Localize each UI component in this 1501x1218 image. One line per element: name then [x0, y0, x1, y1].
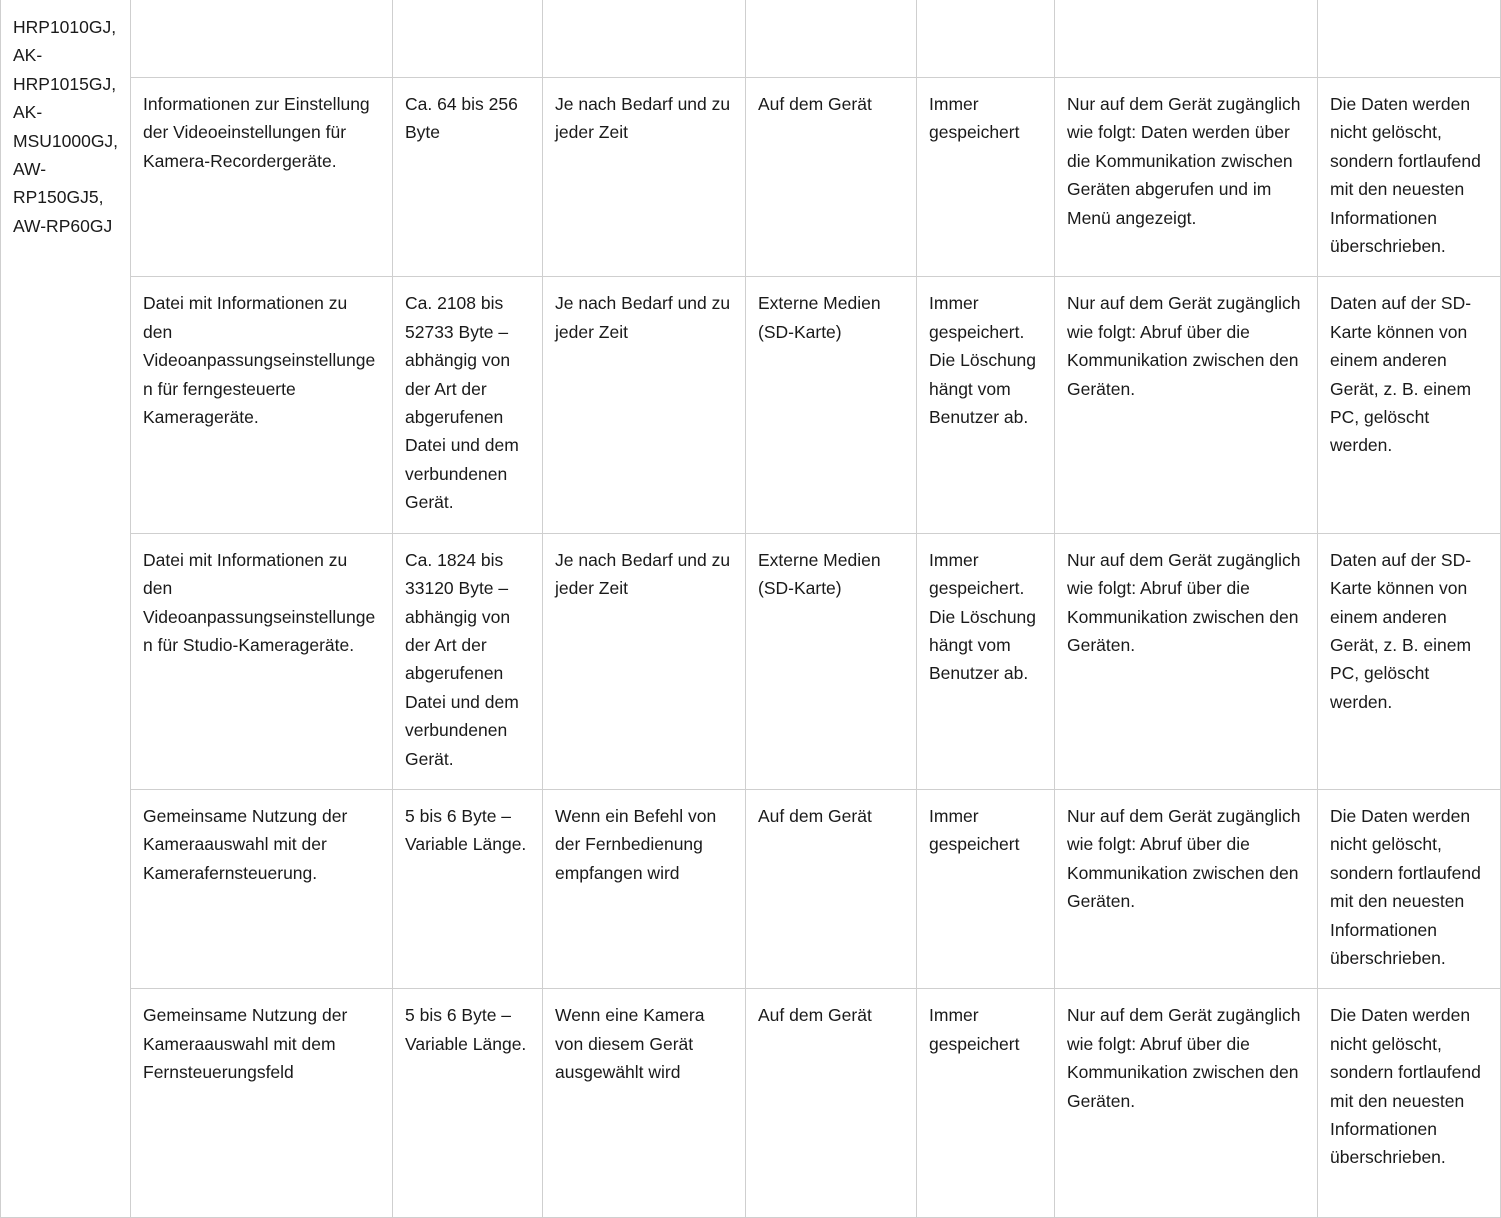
cell-access: Nur auf dem Gerät zugänglich wie folgt: Abruf über die Kommunikation zwischen den Geräten.: [1055, 533, 1318, 789]
cell-access: Nur auf dem Gerät zugänglich wie folgt: Abruf über die Kommunikation zwischen den Geräten.: [1055, 789, 1318, 988]
model-line: HRP1015GJ,: [13, 73, 117, 94]
table-row-previous: [1, 0, 1501, 78]
table-row: [1, 789, 1501, 988]
cell-location: Externe Medien (SD-Karte): [746, 277, 917, 533]
table-row: [1, 533, 1501, 789]
cell-description: Gemeinsame Nutzung der Kameraauswahl mit der Kamerafernsteuerung.: [131, 789, 393, 988]
cell-deletion: Daten auf der SD-Karte können von einem anderen Gerät, z. B. einem PC, gelöscht werden.: [1318, 277, 1501, 533]
model-line: AK-: [13, 102, 43, 123]
model-line: AW-RP60GJ: [13, 215, 113, 236]
cell-size: Ca. 1824 bis 33120 Byte – abhängig von der Art der abgerufenen Datei und dem verbundenen Gerät.: [393, 533, 543, 789]
cell-size: [393, 0, 543, 78]
model-line: HRP1010GJ,: [13, 17, 117, 37]
cell-size: Ca. 2108 bis 52733 Byte – abhängig von der Art der abgerufenen Datei und dem verbundenen Gerät.: [393, 277, 543, 533]
cell-description: Datei mit Informationen zu den Videoanpassungseinstellungen für ferngesteuerte Kamerageräte.: [131, 277, 393, 533]
cell-timing: [543, 0, 746, 78]
model-line: MSU1000GJ,: [13, 130, 119, 151]
cell-deletion: [1318, 0, 1501, 78]
cell-description: Datei mit Informationen zu den Videoanpassungseinstellungen für Studio-Kamerageräte.: [131, 533, 393, 789]
cell-deletion: Die Daten werden nicht gelöscht, sondern fortlaufend mit den neuesten Informationen überschrieben.: [1318, 989, 1501, 1218]
cell-access: [1055, 0, 1318, 78]
cell-retention: Immer gespeichert: [917, 789, 1055, 988]
cell-size: Ca. 64 bis 256 Byte: [393, 78, 543, 277]
cell-access: Nur auf dem Gerät zugänglich wie folgt: Abruf über die Kommunikation zwischen den Geräten.: [1055, 277, 1318, 533]
cell-retention: Immer gespeichert: [917, 78, 1055, 277]
cell-timing: Je nach Bedarf und zu jeder Zeit: [543, 533, 746, 789]
cell-retention: Immer gespeichert. Die Löschung hängt vom Benutzer ab.: [917, 277, 1055, 533]
table-row: [1, 989, 1501, 1218]
model-line: AK-: [13, 45, 43, 66]
cell-location: Auf dem Gerät: [746, 789, 917, 988]
cell-description: Informationen zur Einstellung der Videoeinstellungen für Kamera-Recordergeräte.: [131, 78, 393, 277]
cell-timing: Je nach Bedarf und zu jeder Zeit: [543, 78, 746, 277]
cell-size: 5 bis 6 Byte – Variable Länge.: [393, 789, 543, 988]
model-line: AW-: [13, 159, 47, 180]
cell-retention: Immer gespeichert: [917, 989, 1055, 1218]
cell-description: Gemeinsame Nutzung der Kameraauswahl mit dem Fernsteuerungsfeld: [131, 989, 393, 1218]
model-line: RP150GJ5,: [13, 187, 104, 208]
cell-size: 5 bis 6 Byte – Variable Länge.: [393, 989, 543, 1218]
cell-timing: Je nach Bedarf und zu jeder Zeit: [543, 277, 746, 533]
cell-retention: [917, 0, 1055, 78]
cell-deletion: Die Daten werden nicht gelöscht, sondern fortlaufend mit den neuesten Informationen überschrieben.: [1318, 789, 1501, 988]
table-row: [1, 277, 1501, 533]
cell-deletion: Die Daten werden nicht gelöscht, sondern fortlaufend mit den neuesten Informationen überschrieben.: [1318, 78, 1501, 277]
cell-access: Nur auf dem Gerät zugänglich wie folgt: Daten werden über die Kommunikation zwischen Geräten abgerufen und im Menü angezeigt.: [1055, 78, 1318, 277]
table-row: [1, 78, 1501, 277]
model-list-cell: [1, 0, 131, 1218]
cell-deletion: Daten auf der SD-Karte können von einem anderen Gerät, z. B. einem PC, gelöscht werden.: [1318, 533, 1501, 789]
cell-timing: Wenn ein Befehl von der Fernbedienung empfangen wird: [543, 789, 746, 988]
cell-description: [131, 0, 393, 78]
cell-location: Externe Medien (SD-Karte): [746, 533, 917, 789]
cell-timing: Wenn eine Kamera von diesem Gerät ausgewählt wird: [543, 989, 746, 1218]
cell-location: Auf dem Gerät: [746, 78, 917, 277]
cell-location: Auf dem Gerät: [746, 989, 917, 1218]
cell-location: [746, 0, 917, 78]
cell-retention: Immer gespeichert. Die Löschung hängt vom Benutzer ab.: [917, 533, 1055, 789]
cell-access: Nur auf dem Gerät zugänglich wie folgt: Abruf über die Kommunikation zwischen den Geräten.: [1055, 989, 1318, 1218]
